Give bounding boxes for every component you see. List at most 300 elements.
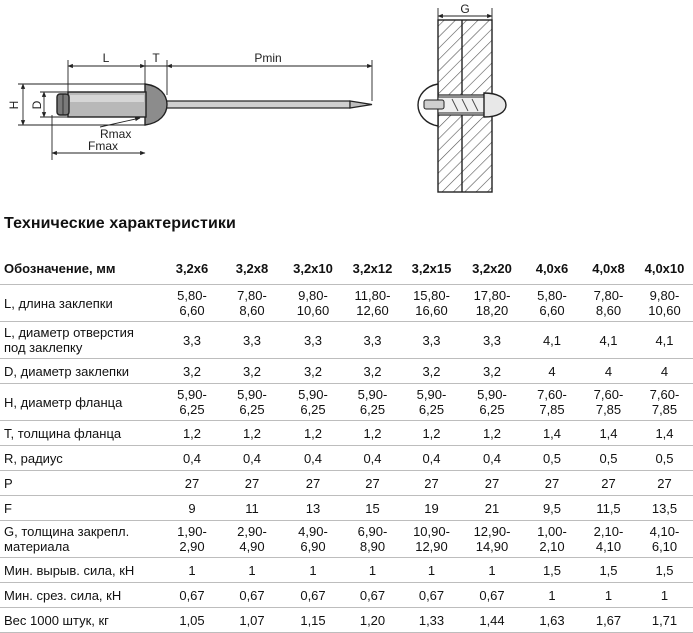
table-cell xyxy=(283,322,343,359)
cell-line: 1,07 xyxy=(239,612,265,628)
table-cell xyxy=(581,558,636,583)
table-cell xyxy=(163,583,221,608)
label-T: T xyxy=(152,51,160,65)
table-cell xyxy=(636,608,693,633)
table-cell xyxy=(581,285,636,322)
row-label-line: G, толщина закрепл. xyxy=(4,524,130,539)
table-cell xyxy=(163,359,221,384)
cell-line: 1,4 xyxy=(542,425,562,441)
cell-line: 16,60 xyxy=(415,303,448,318)
table-cell xyxy=(343,322,402,359)
cell-line: 1 xyxy=(427,562,436,578)
cell-line: 1,2 xyxy=(242,425,262,441)
cell-line: 7,85 xyxy=(595,402,622,417)
table-cell xyxy=(221,285,283,322)
table-cell xyxy=(221,384,283,421)
cell-line: 0,4 xyxy=(363,450,382,466)
table-header-row xyxy=(0,252,693,285)
cell-line: 10,60 xyxy=(296,303,330,318)
cell-line: 27 xyxy=(244,475,260,491)
table-cell xyxy=(523,608,581,633)
cell-line: 6,60 xyxy=(539,303,565,318)
cell-line: 1,71 xyxy=(651,612,678,628)
cell-line: 1 xyxy=(248,562,256,578)
cell-line: 2,90- xyxy=(237,524,267,539)
table-cell xyxy=(221,471,283,496)
table-cell xyxy=(402,384,461,421)
cell-line: 6,25 xyxy=(359,402,386,417)
table-cell xyxy=(343,285,402,322)
cell-line: 0,4 xyxy=(422,450,441,466)
cell-line: 27 xyxy=(657,475,672,491)
table-row xyxy=(0,496,693,521)
cell-line: 6,25 xyxy=(479,402,505,417)
cell-line: 8,90 xyxy=(359,539,386,554)
table-cell xyxy=(163,384,221,421)
table-cell xyxy=(221,421,283,446)
cell-line: 3,3 xyxy=(482,332,502,348)
row-label xyxy=(0,384,163,421)
row-label-line: R, радиус xyxy=(4,450,63,466)
label-D: D xyxy=(30,100,44,110)
cell-line: 0,4 xyxy=(482,450,502,466)
cell-line: 0,67 xyxy=(179,587,205,603)
table-cell xyxy=(523,285,581,322)
cell-line: 9,5 xyxy=(542,500,562,516)
cell-line: 6,25 xyxy=(418,402,445,417)
cell-line: 4 xyxy=(660,363,669,379)
cell-line: 18,20 xyxy=(475,303,509,318)
cell-line: 1,2 xyxy=(363,425,382,441)
row-label xyxy=(0,496,163,521)
table-cell xyxy=(461,496,523,521)
table-cell xyxy=(283,359,343,384)
cell-line: 4,10 xyxy=(595,539,622,554)
table-cell xyxy=(283,583,343,608)
table-cell xyxy=(402,608,461,633)
cell-line: 1,2 xyxy=(482,425,502,441)
cell-line: 7,80- xyxy=(237,288,267,303)
cell-line: 27 xyxy=(544,475,560,491)
table-cell xyxy=(343,471,402,496)
cell-line: 3,2 xyxy=(182,363,202,379)
table-cell xyxy=(163,446,221,471)
table-cell xyxy=(163,496,221,521)
table-cell xyxy=(461,421,523,446)
row-label xyxy=(0,583,163,608)
row-label xyxy=(0,285,163,322)
cell-line: 0,67 xyxy=(300,587,326,603)
cell-line: 5,90- xyxy=(298,387,328,402)
table-cell xyxy=(402,322,461,359)
table-row xyxy=(0,471,693,496)
cell-line: 4,1 xyxy=(542,332,562,348)
table-cell xyxy=(283,421,343,446)
column-header: 3,2x6 xyxy=(163,252,221,285)
table-cell xyxy=(402,521,461,558)
table-cell xyxy=(636,446,693,471)
cell-line: 10,60 xyxy=(648,303,681,318)
cell-line: 1,20 xyxy=(359,612,386,628)
cell-line: 27 xyxy=(184,475,200,491)
column-header: 4,0x8 xyxy=(581,252,636,285)
table-cell xyxy=(523,471,581,496)
table-row xyxy=(0,359,693,384)
cell-line: 4,90- xyxy=(298,524,328,539)
installed-rivet-section xyxy=(418,20,506,192)
section-title: Технические характеристики xyxy=(4,215,236,232)
table-row xyxy=(0,384,693,421)
table-cell xyxy=(461,521,523,558)
cell-line: 6,25 xyxy=(300,402,326,417)
cell-line: 12,90 xyxy=(415,539,448,554)
table-cell xyxy=(636,521,693,558)
cell-line: 1,5 xyxy=(599,562,618,578)
cell-line: 1 xyxy=(548,587,556,603)
table-cell xyxy=(461,446,523,471)
column-header: 4,0x10 xyxy=(636,252,693,285)
cell-line: 0,67 xyxy=(359,587,386,603)
cell-line: 1 xyxy=(368,562,377,578)
cell-line: 5,80- xyxy=(537,288,567,303)
cell-line: 0,67 xyxy=(418,587,445,603)
table-cell xyxy=(402,421,461,446)
cell-line: 9,80- xyxy=(649,288,680,303)
cell-line: 1,05 xyxy=(179,612,205,628)
cell-line: 9,80- xyxy=(298,288,328,303)
table-row xyxy=(0,608,693,633)
column-header: 3,2x12 xyxy=(343,252,402,285)
table-row xyxy=(0,285,693,322)
cell-line: 1 xyxy=(188,562,196,578)
row-label-line: L, длина заклепки xyxy=(4,295,113,311)
cell-line: 6,60 xyxy=(179,303,205,318)
table-cell xyxy=(636,359,693,384)
cell-line: 1,44 xyxy=(479,612,505,628)
cell-line: 0,5 xyxy=(599,450,618,466)
cell-line: 1,15 xyxy=(300,612,326,628)
cell-line: 27 xyxy=(365,475,380,491)
cell-line: 5,80- xyxy=(177,288,207,303)
table-cell xyxy=(523,521,581,558)
cell-line: 7,60- xyxy=(537,387,567,402)
row-label xyxy=(0,421,163,446)
table-cell xyxy=(283,446,343,471)
table-row xyxy=(0,583,693,608)
row-label-line: L, диаметр отверстия xyxy=(4,325,134,340)
table-cell xyxy=(343,384,402,421)
table-cell xyxy=(461,608,523,633)
cell-line: 5,90- xyxy=(357,387,388,402)
label-Fmax: Fmax xyxy=(88,139,118,153)
label-L: L xyxy=(102,51,110,65)
row-label-line: D, диаметр заклепки xyxy=(4,363,130,379)
table-cell xyxy=(221,322,283,359)
table-cell xyxy=(636,322,693,359)
cell-line: 4 xyxy=(604,363,613,379)
cell-line: 1,63 xyxy=(539,612,565,628)
table-cell xyxy=(636,471,693,496)
table-cell xyxy=(461,359,523,384)
row-label-line: материала xyxy=(4,539,70,554)
cell-line: 9 xyxy=(188,500,196,516)
column-header: 3,2x15 xyxy=(402,252,461,285)
row-label xyxy=(0,322,163,359)
cell-line: 21 xyxy=(484,500,500,516)
table-cell xyxy=(523,359,581,384)
table-cell xyxy=(221,558,283,583)
cell-line: 3,2 xyxy=(363,363,382,379)
column-header: 3,2x10 xyxy=(283,252,343,285)
table-cell xyxy=(283,496,343,521)
row-label-line: T, толщина фланца xyxy=(4,425,122,441)
label-Pmin: Pmin xyxy=(254,51,282,65)
table-cell xyxy=(581,384,636,421)
row-label xyxy=(0,608,163,633)
table-cell xyxy=(461,322,523,359)
table-cell xyxy=(343,583,402,608)
cell-line: 1,2 xyxy=(422,425,441,441)
cell-line: 4 xyxy=(548,363,556,379)
cell-line: 27 xyxy=(424,475,439,491)
cell-line: 3,3 xyxy=(242,332,262,348)
table-row xyxy=(0,558,693,583)
cell-line: 1 xyxy=(660,587,669,603)
table-cell xyxy=(163,285,221,322)
table-cell xyxy=(402,359,461,384)
table-cell xyxy=(636,496,693,521)
header-label: Обозначение, мм xyxy=(0,252,163,285)
table-cell xyxy=(581,608,636,633)
cell-line: 5,90- xyxy=(237,387,267,402)
cell-line: 7,60- xyxy=(593,387,624,402)
row-label-line: Вес 1000 штук, кг xyxy=(4,612,109,628)
row-label-line: под заклепку xyxy=(4,340,83,355)
table-cell xyxy=(283,285,343,322)
cell-line: 3,3 xyxy=(182,332,202,348)
cell-line: 3,3 xyxy=(363,332,382,348)
table-cell xyxy=(283,471,343,496)
table-row xyxy=(0,421,693,446)
table-cell xyxy=(163,521,221,558)
table-cell xyxy=(581,359,636,384)
cell-line: 1 xyxy=(309,562,317,578)
table-cell xyxy=(221,446,283,471)
table-cell xyxy=(461,471,523,496)
rivet-drawing xyxy=(0,0,693,205)
cell-line: 1,33 xyxy=(418,612,445,628)
table-cell xyxy=(283,521,343,558)
row-label xyxy=(0,521,163,558)
cell-line: 5,90- xyxy=(477,387,507,402)
table-cell xyxy=(343,496,402,521)
cell-line: 11,5 xyxy=(596,500,621,516)
cell-line: 2,10 xyxy=(539,539,565,554)
row-label xyxy=(0,359,163,384)
cell-line: 6,90- xyxy=(357,524,388,539)
label-H: H xyxy=(7,100,21,110)
cell-line: 1 xyxy=(604,587,613,603)
column-header: 3,2x20 xyxy=(461,252,523,285)
table-cell xyxy=(163,421,221,446)
label-Rmax: Rmax xyxy=(100,127,132,141)
table-cell xyxy=(221,496,283,521)
row-label xyxy=(0,558,163,583)
cell-line: 12,90- xyxy=(473,524,511,539)
table-cell xyxy=(523,496,581,521)
cell-line: 13 xyxy=(305,500,321,516)
table-cell xyxy=(461,384,523,421)
cell-line: 0,67 xyxy=(239,587,265,603)
cell-line: 19 xyxy=(424,500,439,516)
table-cell xyxy=(402,583,461,608)
cell-line: 1,5 xyxy=(655,562,674,578)
cell-line: 1,5 xyxy=(542,562,562,578)
cell-line: 11,80- xyxy=(354,288,391,303)
cell-line: 3,2 xyxy=(422,363,441,379)
cell-line: 3,2 xyxy=(482,363,502,379)
table-cell xyxy=(636,285,693,322)
row-label-line: H, диаметр фланца xyxy=(4,394,123,410)
cell-line: 2,10- xyxy=(593,524,624,539)
table-cell xyxy=(283,608,343,633)
table-cell xyxy=(343,359,402,384)
cell-line: 7,85 xyxy=(539,402,565,417)
table-cell xyxy=(283,558,343,583)
cell-line: 3,3 xyxy=(303,332,323,348)
row-label-line: Мин. срез. сила, кН xyxy=(4,587,122,603)
cell-line: 27 xyxy=(484,475,500,491)
cell-line: 4,10- xyxy=(649,524,680,539)
cell-line: 4,1 xyxy=(655,332,674,348)
table-cell xyxy=(581,446,636,471)
label-G: G xyxy=(460,2,470,16)
table-cell xyxy=(581,583,636,608)
table-cell xyxy=(163,558,221,583)
table-cell xyxy=(402,558,461,583)
cell-line: 1,2 xyxy=(182,425,202,441)
rivet-profile xyxy=(57,84,372,125)
table-cell xyxy=(163,608,221,633)
table-cell xyxy=(636,421,693,446)
row-label-line: Мин. вырыв. сила, кН xyxy=(4,562,135,578)
row-label-line: P xyxy=(4,475,13,491)
table-cell xyxy=(343,558,402,583)
table-cell xyxy=(461,583,523,608)
table-cell xyxy=(221,583,283,608)
cell-line: 27 xyxy=(305,475,321,491)
table-cell xyxy=(221,359,283,384)
cell-line: 1,4 xyxy=(655,425,674,441)
cell-line: 13,5 xyxy=(651,500,678,516)
table-cell xyxy=(163,322,221,359)
cell-line: 0,4 xyxy=(242,450,262,466)
table-cell xyxy=(523,583,581,608)
cell-line: 5,90- xyxy=(177,387,207,402)
cell-line: 1,00- xyxy=(537,524,567,539)
table-cell xyxy=(221,608,283,633)
table-cell xyxy=(581,471,636,496)
cell-line: 3,2 xyxy=(242,363,262,379)
table-cell xyxy=(636,558,693,583)
cell-line: 6,25 xyxy=(179,402,205,417)
table-cell xyxy=(523,421,581,446)
table-cell xyxy=(402,496,461,521)
table-cell xyxy=(343,608,402,633)
cell-line: 8,60 xyxy=(595,303,622,318)
column-header: 3,2x8 xyxy=(221,252,283,285)
table-cell xyxy=(343,421,402,446)
table-cell xyxy=(283,384,343,421)
table-cell xyxy=(523,558,581,583)
cell-line: 1,2 xyxy=(303,425,323,441)
table-cell xyxy=(402,446,461,471)
table-row xyxy=(0,322,693,359)
table-cell xyxy=(461,558,523,583)
cell-line: 0,5 xyxy=(655,450,674,466)
cell-line: 5,90- xyxy=(416,387,447,402)
cell-line: 0,4 xyxy=(182,450,202,466)
table-cell xyxy=(636,583,693,608)
row-label xyxy=(0,446,163,471)
row-label xyxy=(0,471,163,496)
cell-line: 8,60 xyxy=(239,303,265,318)
table-cell xyxy=(523,322,581,359)
specs-table xyxy=(0,252,693,633)
cell-line: 12,60 xyxy=(356,303,389,318)
cell-line: 1,90- xyxy=(177,524,207,539)
cell-line: 6,10 xyxy=(651,539,678,554)
cell-line: 27 xyxy=(601,475,616,491)
cell-line: 7,85 xyxy=(651,402,678,417)
cell-line: 15 xyxy=(365,500,380,516)
row-label-line: F xyxy=(4,500,12,516)
table-cell xyxy=(402,285,461,322)
cell-line: 3,3 xyxy=(422,332,441,348)
cell-line: 0,5 xyxy=(542,450,562,466)
table-row xyxy=(0,446,693,471)
cell-line: 0,67 xyxy=(479,587,505,603)
cell-line: 17,80- xyxy=(473,288,511,303)
table-cell xyxy=(581,496,636,521)
cell-line: 4,1 xyxy=(599,332,618,348)
table-body xyxy=(0,285,693,633)
cell-line: 7,60- xyxy=(649,387,680,402)
cell-line: 15,80- xyxy=(413,288,450,303)
cell-line: 1,67 xyxy=(595,612,622,628)
table-cell xyxy=(461,285,523,322)
table-cell xyxy=(343,446,402,471)
table-cell xyxy=(523,384,581,421)
cell-line: 4,90 xyxy=(239,539,265,554)
table-cell xyxy=(636,384,693,421)
table-cell xyxy=(343,521,402,558)
table-cell xyxy=(402,471,461,496)
rivet-diagram-svg xyxy=(0,0,693,205)
table-cell xyxy=(581,521,636,558)
cell-line: 3,2 xyxy=(303,363,323,379)
table-cell xyxy=(163,471,221,496)
cell-line: 6,90 xyxy=(300,539,326,554)
cell-line: 1 xyxy=(488,562,496,578)
cell-line: 6,25 xyxy=(239,402,265,417)
cell-line: 7,80- xyxy=(593,288,624,303)
cell-line: 1,4 xyxy=(599,425,618,441)
cell-line: 0,4 xyxy=(303,450,323,466)
table-cell xyxy=(581,421,636,446)
table-row xyxy=(0,521,693,558)
cell-line: 14,90 xyxy=(475,539,509,554)
